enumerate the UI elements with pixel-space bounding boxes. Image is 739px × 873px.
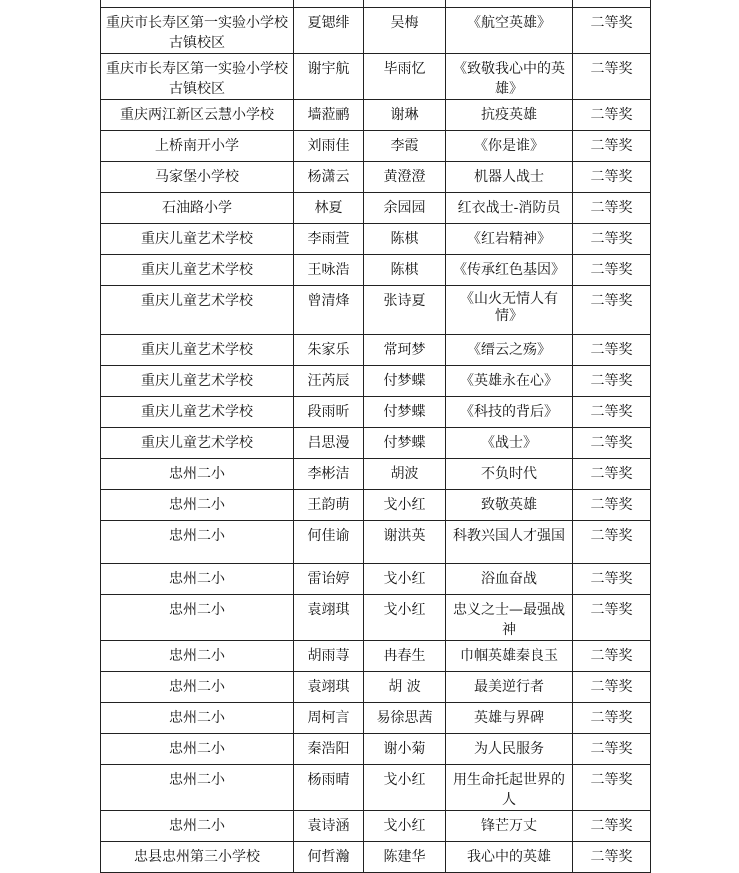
school-cell: 石油路小学 (101, 193, 294, 224)
teacher-cell: 吴梅 (364, 8, 446, 54)
school-cell: 重庆儿童艺术学校 (101, 335, 294, 366)
school-cell: 重庆儿童艺术学校 (101, 366, 294, 397)
student-cell: 李雨萱 (294, 224, 364, 255)
student-cell: 曾清烽 (294, 286, 364, 335)
table-row (101, 0, 651, 8)
award-cell: 二等奖 (573, 224, 651, 255)
teacher-cell: 戈小红 (364, 765, 446, 811)
school-cell: 忠州二小 (101, 672, 294, 703)
teacher-cell: 胡波 (364, 459, 446, 490)
teacher-cell: 陈建华 (364, 842, 446, 873)
school-cell: 重庆儿童艺术学校 (101, 397, 294, 428)
table-row (101, 54, 651, 100)
teacher-cell: 张诗夏 (364, 286, 446, 335)
student-cell: 朱家乐 (294, 335, 364, 366)
award-cell: 二等奖 (573, 397, 651, 428)
student-cell: 夏锶绯 (294, 8, 364, 54)
table-row (101, 255, 651, 286)
table-row (101, 765, 651, 811)
teacher-cell: 余园园 (364, 193, 446, 224)
table-row (101, 8, 651, 54)
school-cell: 马家堡小学校 (101, 162, 294, 193)
student-cell: 袁诗涵 (294, 811, 364, 842)
school-cell (101, 0, 294, 8)
student-cell: 汪芮辰 (294, 366, 364, 397)
award-cell: 二等奖 (573, 54, 651, 100)
student-cell: 秦浩阳 (294, 734, 364, 765)
title-cell: 不负时代 (446, 459, 573, 490)
award-cell: 二等奖 (573, 459, 651, 490)
school-cell: 重庆儿童艺术学校 (101, 428, 294, 459)
award-table-body (101, 0, 651, 873)
table-row (101, 162, 651, 193)
title-cell: 《你是谁》 (446, 131, 573, 162)
award-cell: 二等奖 (573, 734, 651, 765)
teacher-cell: 谢小菊 (364, 734, 446, 765)
award-cell: 二等奖 (573, 100, 651, 131)
teacher-cell: 付梦蝶 (364, 397, 446, 428)
school-cell: 忠州二小 (101, 490, 294, 521)
student-cell: 谢宇航 (294, 54, 364, 100)
title-cell: 科教兴国人才强国 (446, 521, 573, 564)
award-cell: 二等奖 (573, 595, 651, 641)
award-cell: 二等奖 (573, 564, 651, 595)
teacher-cell: 胡 波 (364, 672, 446, 703)
table-row (101, 100, 651, 131)
title-cell: 巾帼英雄秦良玉 (446, 641, 573, 672)
award-cell (573, 0, 651, 8)
student-cell: 墙蒞鹂 (294, 100, 364, 131)
table-row (101, 366, 651, 397)
student-cell: 段雨昕 (294, 397, 364, 428)
school-cell: 忠县忠州第三小学校 (101, 842, 294, 873)
award-cell: 二等奖 (573, 703, 651, 734)
award-table (100, 0, 651, 873)
teacher-cell: 冉春生 (364, 641, 446, 672)
title-cell: 《传承红色基因》 (446, 255, 573, 286)
teacher-cell: 戈小红 (364, 811, 446, 842)
title-cell: 《山火无情人有情》 (446, 286, 573, 335)
title-cell: 最美逆行者 (446, 672, 573, 703)
student-cell: 周柯言 (294, 703, 364, 734)
student-cell: 雷诒婷 (294, 564, 364, 595)
title-cell: 浴血奋战 (446, 564, 573, 595)
award-cell: 二等奖 (573, 286, 651, 335)
title-cell: 我心中的英雄 (446, 842, 573, 873)
school-cell: 重庆市长寿区第一实验小学校古镇校区 (101, 54, 294, 100)
teacher-cell: 付梦蝶 (364, 428, 446, 459)
school-cell: 忠州二小 (101, 734, 294, 765)
school-cell: 忠州二小 (101, 459, 294, 490)
student-cell: 何佳谕 (294, 521, 364, 564)
award-cell: 二等奖 (573, 765, 651, 811)
award-cell: 二等奖 (573, 193, 651, 224)
teacher-cell: 戈小红 (364, 564, 446, 595)
student-cell: 杨雨晴 (294, 765, 364, 811)
teacher-cell: 戈小红 (364, 490, 446, 521)
table-row (101, 842, 651, 873)
award-cell: 二等奖 (573, 335, 651, 366)
student-cell: 袁翊琪 (294, 595, 364, 641)
student-cell: 胡雨荨 (294, 641, 364, 672)
student-cell: 何哲瀚 (294, 842, 364, 873)
award-cell: 二等奖 (573, 842, 651, 873)
title-cell: 《英雄永在心》 (446, 366, 573, 397)
teacher-cell: 付梦蝶 (364, 366, 446, 397)
teacher-cell: 黄澄澄 (364, 162, 446, 193)
award-cell: 二等奖 (573, 521, 651, 564)
school-cell: 忠州二小 (101, 521, 294, 564)
table-row (101, 564, 651, 595)
table-row (101, 335, 651, 366)
table-row (101, 459, 651, 490)
title-cell: 《缙云之殇》 (446, 335, 573, 366)
teacher-cell: 陈棋 (364, 255, 446, 286)
table-row (101, 193, 651, 224)
title-cell: 用生命托起世界的人 (446, 765, 573, 811)
award-cell: 二等奖 (573, 255, 651, 286)
school-cell: 忠州二小 (101, 641, 294, 672)
title-cell: 锋芒万丈 (446, 811, 573, 842)
award-list-sheet (100, 0, 651, 873)
title-cell: 英雄与界碑 (446, 703, 573, 734)
title-cell: 《战士》 (446, 428, 573, 459)
student-cell: 林夏 (294, 193, 364, 224)
award-cell: 二等奖 (573, 428, 651, 459)
student-cell: 李彬洁 (294, 459, 364, 490)
teacher-cell: 陈棋 (364, 224, 446, 255)
school-cell: 重庆儿童艺术学校 (101, 224, 294, 255)
student-cell: 袁翊琪 (294, 672, 364, 703)
award-cell: 二等奖 (573, 162, 651, 193)
table-row (101, 397, 651, 428)
school-cell: 上桥南开小学 (101, 131, 294, 162)
award-cell: 二等奖 (573, 490, 651, 521)
teacher-cell: 易徐思茜 (364, 703, 446, 734)
title-cell: 为人民服务 (446, 734, 573, 765)
title-cell: 《红岩精神》 (446, 224, 573, 255)
teacher-cell: 谢琳 (364, 100, 446, 131)
title-cell: 《航空英雄》 (446, 8, 573, 54)
teacher-cell (364, 0, 446, 8)
table-row (101, 286, 651, 335)
title-cell: 致敬英雄 (446, 490, 573, 521)
school-cell: 忠州二小 (101, 703, 294, 734)
teacher-cell: 戈小红 (364, 595, 446, 641)
table-row (101, 672, 651, 703)
student-cell: 吕思漫 (294, 428, 364, 459)
table-row (101, 734, 651, 765)
title-cell: 抗疫英雄 (446, 100, 573, 131)
school-cell: 忠州二小 (101, 564, 294, 595)
table-row (101, 490, 651, 521)
student-cell: 王韵萌 (294, 490, 364, 521)
title-cell: 《致敬我心中的英雄》 (446, 54, 573, 100)
title-cell: 忠义之士—最强战神 (446, 595, 573, 641)
award-cell: 二等奖 (573, 811, 651, 842)
school-cell: 重庆儿童艺术学校 (101, 255, 294, 286)
school-cell: 重庆儿童艺术学校 (101, 286, 294, 335)
title-cell: 机器人战士 (446, 162, 573, 193)
school-cell: 忠州二小 (101, 595, 294, 641)
award-cell: 二等奖 (573, 672, 651, 703)
table-row (101, 703, 651, 734)
table-row (101, 595, 651, 641)
student-cell: 刘雨佳 (294, 131, 364, 162)
teacher-cell: 常珂梦 (364, 335, 446, 366)
student-cell (294, 0, 364, 8)
teacher-cell: 李霞 (364, 131, 446, 162)
table-row (101, 224, 651, 255)
title-cell (446, 0, 573, 8)
school-cell: 忠州二小 (101, 811, 294, 842)
award-cell: 二等奖 (573, 641, 651, 672)
student-cell: 王咏浩 (294, 255, 364, 286)
table-row (101, 521, 651, 564)
table-row (101, 811, 651, 842)
title-cell: 《科技的背后》 (446, 397, 573, 428)
school-cell: 忠州二小 (101, 765, 294, 811)
award-cell: 二等奖 (573, 8, 651, 54)
student-cell: 杨潇云 (294, 162, 364, 193)
teacher-cell: 毕雨忆 (364, 54, 446, 100)
school-cell: 重庆两江新区云慧小学校 (101, 100, 294, 131)
school-cell: 重庆市长寿区第一实验小学校古镇校区 (101, 8, 294, 54)
award-cell: 二等奖 (573, 131, 651, 162)
teacher-cell: 谢洪英 (364, 521, 446, 564)
award-cell: 二等奖 (573, 366, 651, 397)
title-cell: 红衣战士-消防员 (446, 193, 573, 224)
table-row (101, 131, 651, 162)
table-row (101, 641, 651, 672)
table-row (101, 428, 651, 459)
